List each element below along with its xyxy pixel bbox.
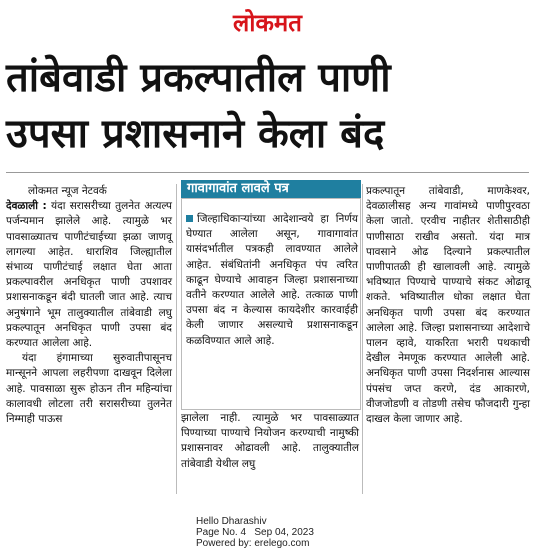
article-paragraph-1 [6,199,172,351]
footer-date: Sep 04, 2023 [254,527,314,538]
headline-rule [6,172,529,173]
article-paragraph-4: प्रकल्पातून तांबेवाडी, माणकेश्वर, देवळालीसह अन्य गावांमध्ये पाणीपुरवठा केला जातो. एरवीच नाहीतर शेतीसाठीही पाणीसाठा राखीव असतो. यंदा मात्र पावसाने ओढ दिल्याने प्रकल्पातील पाणीपातळी ही खालावली आहे. त्यामुळे भविष्यात पिण्याचे पाण्याचे संकट ओढावू शकते. भविष्यातील धोका लक्षात घेता अनधिकृत पाणी उपसा बंद करण्यात आलेला आहे. जिल्हा प्रशासनाच्या आदेशाचे पालन व्हावे, याकरिता भरारी पथकाची देखील नेमणूक करण्यात आलेली आहे. अनधिकृत पाणी उपसा निदर्शनास आल्यास पंपसंच जप्त करणे, दंड आकारणे, वीजजोडणी व तोडणी तसेच फौजदारी गुन्हा दाखल केला जाणार आहे. [366,185,530,426]
box-text [186,212,358,349]
column-divider-1 [176,184,177,494]
column-divider-2 [362,184,363,494]
article-column-2 [181,411,359,472]
article-headline [6,50,531,162]
paragraph-1-text: यंदा सरासरीच्या तुलनेत अत्यल्प पर्जन्यमान झालेले आहे. त्यामुळे भर पावसाळ्यातच पाणीटंचाईच्या झळा जाणवू लागल्या आहेत. धाराशिव जिल्ह्यातील संभाव्य पाणीटंचाई लक्षात घेता आता प्रकल्पावरील अनधिकृत पाणी उपशावर प्रशासनाकडून बंदी घातली जात आहे. त्याच अनुषंगाने भूम तालुक्यातील तांबेवाडी लघु प्रकल्पातून अनधिकृत पाणी उपसा बंद करण्यात आलेला आहे. [6,200,172,350]
article-column-1 [6,184,172,427]
footer-page-date [196,527,314,538]
footer-edition: Hello Dharashiv [196,516,267,527]
box-paragraph [186,212,358,349]
dateline: देवळाली : [6,200,47,213]
newspaper-masthead: लोकमत [233,9,302,37]
byline: लोकमत न्यूज नेटवर्क [28,185,107,197]
page-footer [196,516,314,549]
footer-page: Page No. 4 [196,527,247,538]
footer-powered: Powered by: erelego.com [196,538,310,549]
headline-line-1: तांबेवाडी प्रकल्पातील पाणी [6,55,391,101]
square-bullet-icon [186,215,193,222]
article-paragraph-3: झालेला नाही. त्यामुळे भर पावसाळ्यात पिण्याच्या पाण्याचे नियोजन करण्याची नामुष्की प्रशासनावर ओढावली आहे. तालुक्यातील तांबेवाडी येथील लघु [181,412,359,470]
headline-line-2: उपसा प्रशासनाने केला बंद [6,111,385,157]
box-paragraph-text: जिल्हाधिकाऱ्यांच्या आदेशान्वये हा निर्णय घेण्यात आलेला असून, गावागावांत यासंदर्भातील पत्रकही लावण्यात आलेले आहेत. संबंधितांनी अनधिकृत पंप त्वरित काढून घेण्याचे आवाहन जिल्हा प्रशासनाच्या वतीने करण्यात आलेले आहे. तत्काळ पाणी उपसा बंद न केल्यास कायदेशीर कारवाईही केली जाणार असल्याचे प्रशासनाकडून कळविण्यात आले आहे. [186,213,358,347]
article-paragraph-2: यंदा हंगामाच्या सुरुवातीपासूनच मान्सूनने आपला लहरीपणा दाखवून दिलेला आहे. पावसाळा सुरू होऊन तीन महिन्यांचा कालावधी लोटला तरी सरासरीच्या तुलनेत निम्माही पाऊस [6,352,172,426]
article-column-3 [366,184,530,427]
box-title: गावागावांत लावले पत्र [181,180,361,198]
